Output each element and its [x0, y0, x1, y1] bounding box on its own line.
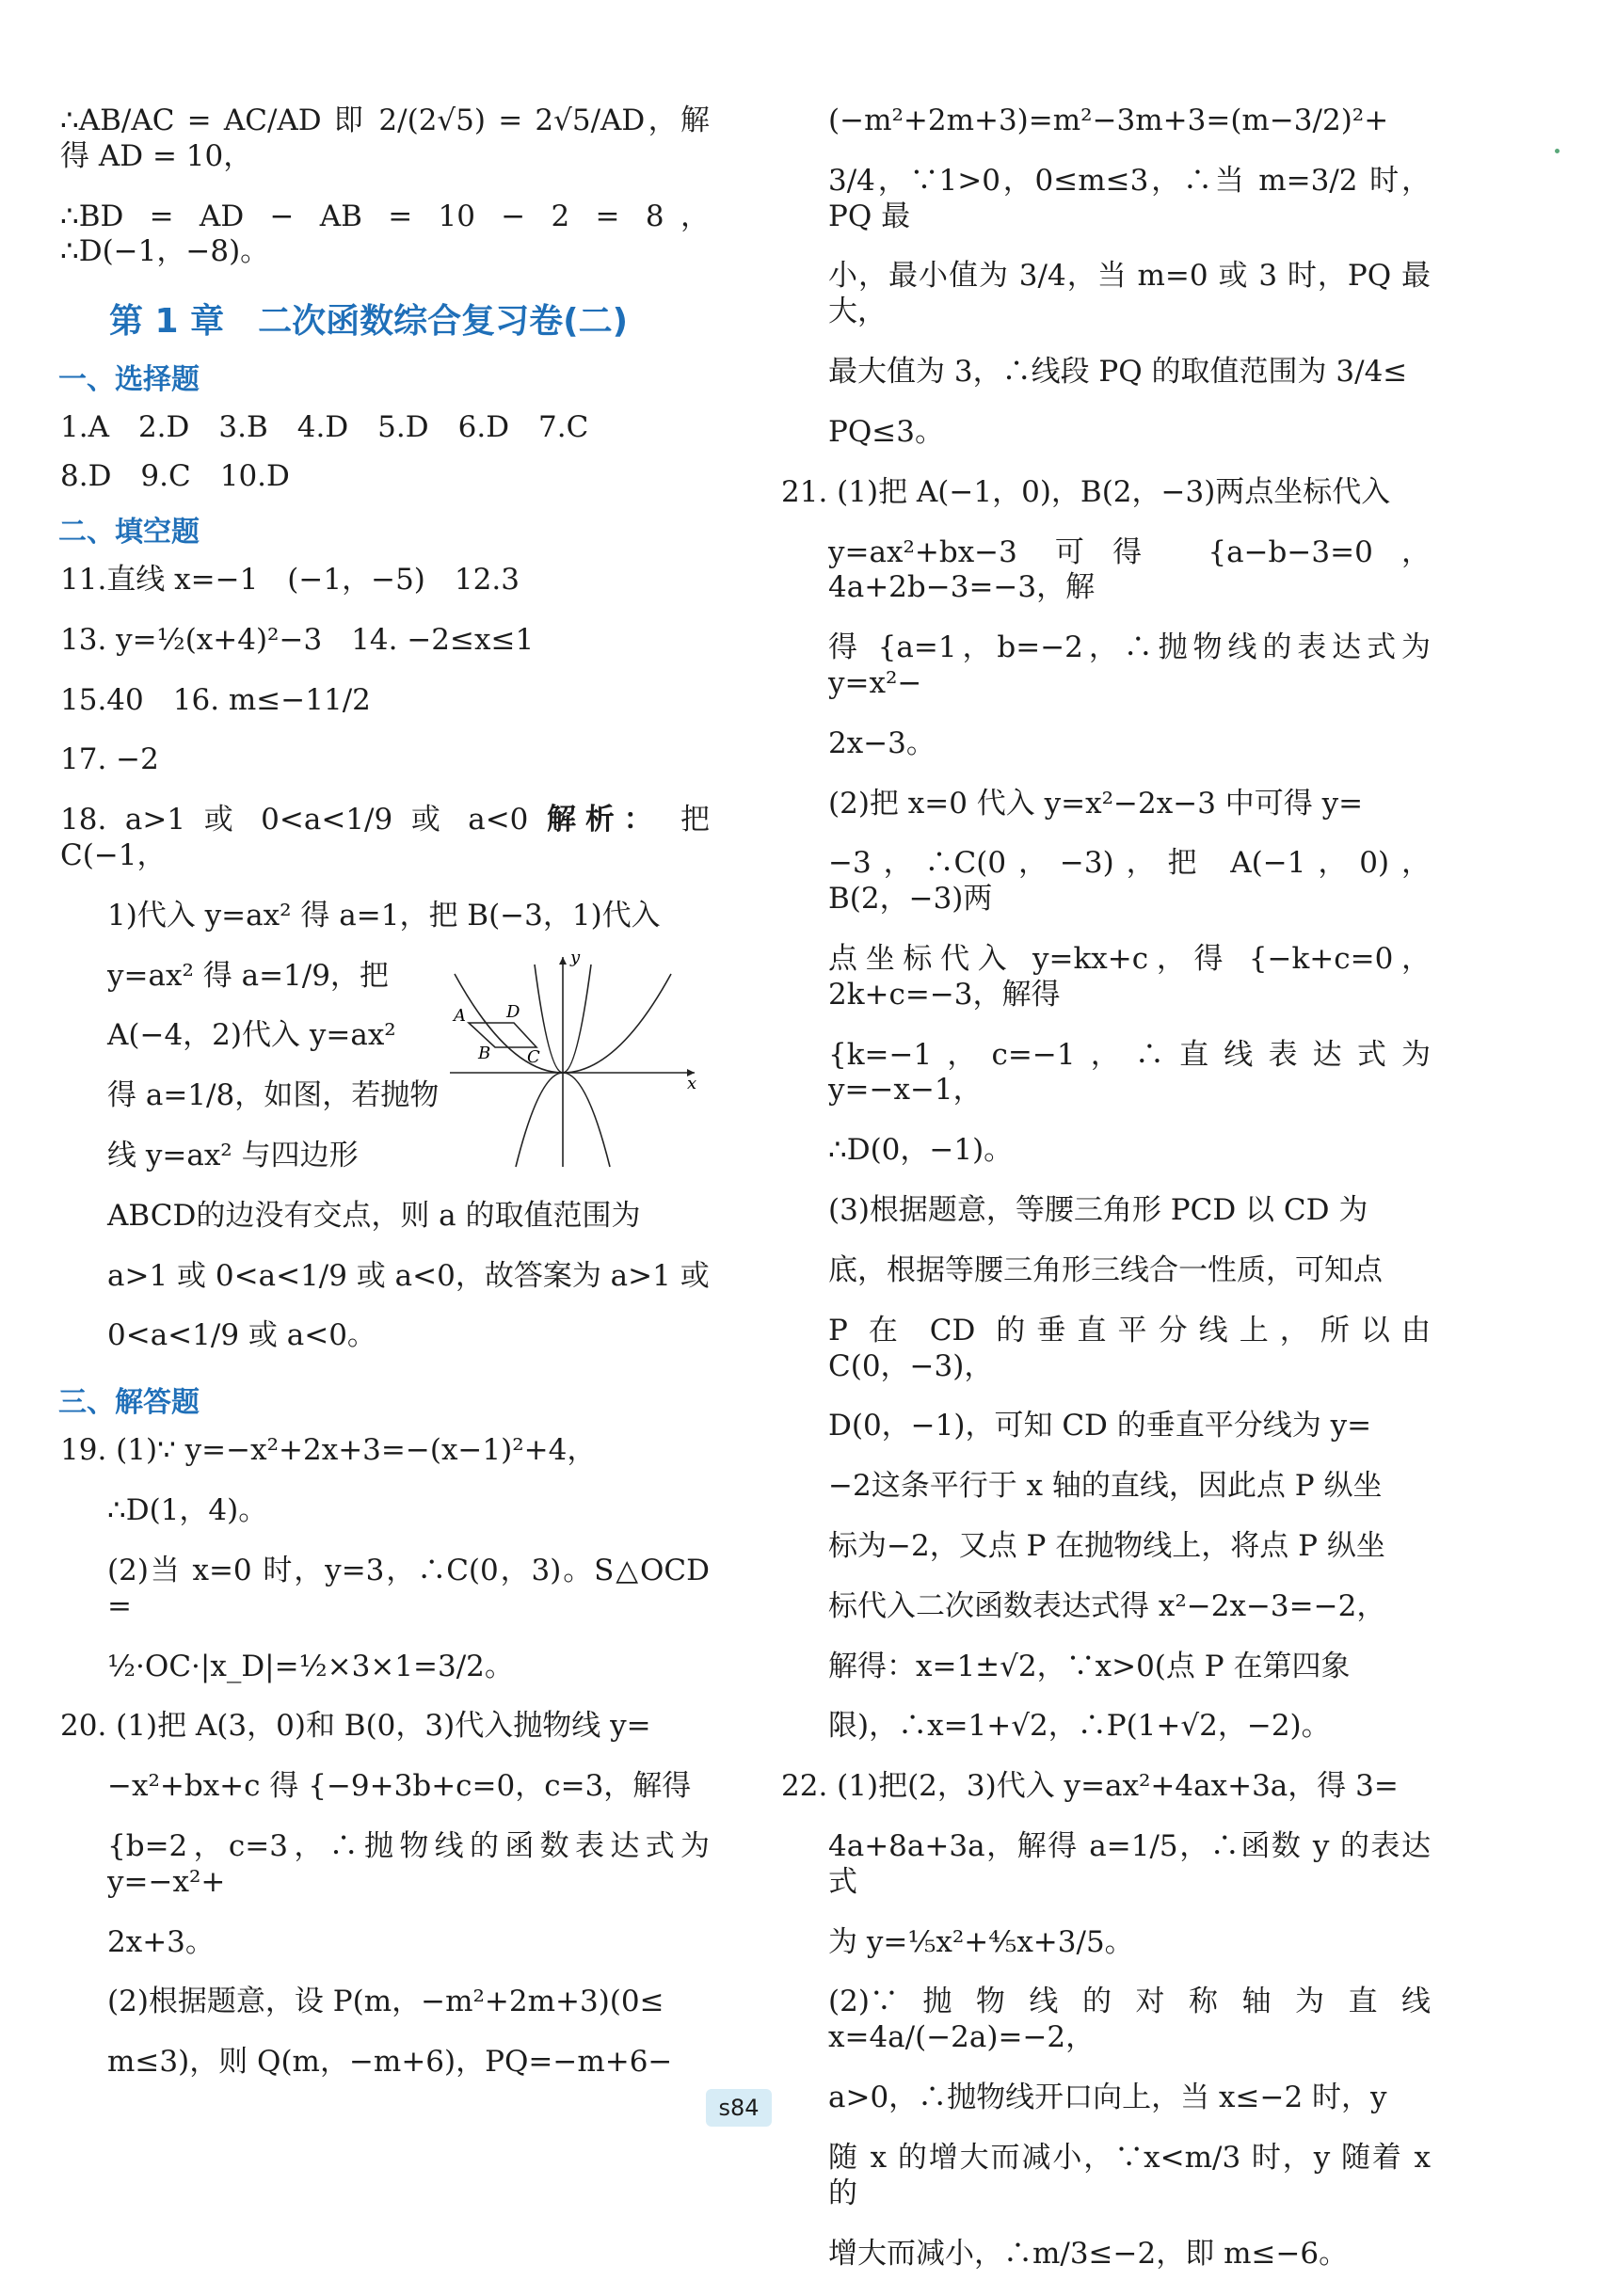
text-line: {k=−1，c=−1，∴直线表达式为 y=−x−1，: [828, 1037, 1431, 1108]
text-line: m≤3)，则 Q(m，−m+6)，PQ=−m+6−: [107, 2045, 673, 2080]
analysis-label: 解析：: [547, 803, 663, 837]
text-line: 限)，∴x=1+√2，∴P(1+√2，−2)。: [828, 1709, 1331, 1744]
margin-dot: [1555, 149, 1560, 153]
page-number: s84: [706, 2089, 772, 2127]
text-line: P 在 CD 的垂直平分线上，所以由 C(0，−3)，: [828, 1313, 1431, 1383]
point-d-label: D: [506, 1002, 520, 1022]
chapter-title: 第 1 章 二次函数综合复习卷(二): [109, 302, 629, 342]
text-line: PQ≤3。: [828, 414, 944, 449]
text-line: 3/4，∵1>0，0≤m≤3，∴当 m=3/2 时，PQ 最: [828, 163, 1431, 233]
text-line: 得 a=1/8，如图，若抛物: [107, 1078, 440, 1113]
text-line: {b=2，c=3，∴抛物线的函数表达式为 y=−x²+: [107, 1828, 710, 1899]
point-c-label: C: [527, 1047, 540, 1067]
text-line: (2)当 x=0 时，y=3，∴C(0，3)。S△OCD =: [107, 1553, 710, 1623]
text-line: 22. (1)把(2，3)代入 y=ax²+4ax+3a，得 3=: [781, 1769, 1399, 1804]
text-line: ABCD的边没有交点，则 a 的取值范围为: [107, 1198, 641, 1233]
text-line: y=ax² 得 a=1/9，把: [107, 958, 389, 993]
text-line: a>1 或 0<a<1/9 或 a<0，故答案为 a>1 或: [107, 1258, 710, 1293]
text-line: ∴BD = AD − AB = 10 − 2 = 8，∴D(−1，−8)。: [60, 199, 710, 269]
text-line: ∴D(1，4)。: [107, 1493, 268, 1528]
text-line: A(−4，2)代入 y=ax²: [107, 1018, 396, 1053]
text-line: −3，∴C(0，−3)，把 A(−1，0)，B(2，−3)两: [828, 846, 1431, 917]
text-line: 2x−3。: [828, 725, 936, 760]
text-line: y=ax²+bx−3 可得 {a−b−3=0，4a+2b−3=−3，解: [828, 534, 1431, 605]
text-line: 小，最小值为 3/4，当 m=0 或 3 时，PQ 最大，: [828, 259, 1431, 329]
section-heading-solve: 三、解答题: [58, 1386, 200, 1420]
text-line: 标代入二次函数表达式得 x²−2x−3=−2，: [828, 1588, 1386, 1623]
point-b-label: B: [478, 1044, 491, 1063]
text-line: 19. (1)∵ y=−x²+2x+3=−(x−1)²+4，: [60, 1433, 597, 1468]
text-line: 底，根据等腰三角形三线合一性质，可知点: [828, 1252, 1383, 1287]
section-heading-fill: 二、填空题: [58, 515, 200, 549]
answer-line: 1.A 2.D 3.B 4.D 5.D 6.D 7.C: [60, 410, 589, 445]
text-line: (3)根据题意，等腰三角形 PCD 以 CD 为: [828, 1193, 1368, 1228]
text-line: 增大而减小，∴m/3≤−2，即 m≤−6。: [828, 2236, 1349, 2271]
text-line: −x²+bx+c 得 {−9+3b+c=0，c=3，解得: [107, 1769, 692, 1804]
parabola-figure: [440, 946, 704, 1172]
text-line: 0<a<1/9 或 a<0。: [107, 1318, 376, 1353]
y-axis-arrow: [559, 957, 567, 965]
answer-line: 17. −2: [60, 742, 159, 777]
section-heading-choice: 一、选择题: [58, 363, 200, 397]
text-line: 随 x 的增大而减小，∵x<m/3 时，y 随着 x 的: [828, 2140, 1431, 2210]
text-line: 为 y=⅕x²+⅘x+3/5。: [828, 1924, 1134, 1959]
answer-18-head-tail: 把 C(−1，: [60, 803, 711, 872]
text-line: 线 y=ax² 与四边形: [107, 1139, 359, 1172]
point-a-label: A: [454, 1006, 466, 1026]
text-line: 4a+8a+3a，解得 a=1/5，∴函数 y 的表达式: [828, 1829, 1431, 1899]
text-line: (−m²+2m+3)=m²−3m+3=(m−3/2)²+: [828, 104, 1389, 137]
text-line: a>0，∴抛物线开口向上，当 x≤−2 时，y: [828, 2081, 1387, 2115]
text-line: 20. (1)把 A(3，0)和 B(0，3)代入抛物线 y=: [60, 1709, 651, 1744]
text-line: 2x+3。: [107, 1924, 215, 1959]
text-line: (2)把 x=0 代入 y=x²−2x−3 中可得 y=: [828, 786, 1364, 821]
text-line: 21. (1)把 A(−1，0)，B(2，−3)两点坐标代入: [781, 474, 1391, 509]
answer-line: 13. y=½(x+4)²−3 14. −2≤x≤1: [60, 622, 535, 657]
x-axis-label: x: [687, 1074, 697, 1093]
answer-line-18: [60, 803, 710, 874]
text-line: (2)根据题意，设 P(m，−m²+2m+3)(0≤: [107, 1985, 664, 2019]
text-line: 得 {a=1，b=−2，∴抛物线的表达式为 y=x²−: [828, 630, 1431, 700]
text-line: (2)∵抛物线的对称轴为直线 x=4a/(−2a)=−2，: [828, 1985, 1431, 2055]
text-line: D(0，−1)，可知 CD 的垂直平分线为 y=: [828, 1409, 1372, 1443]
text-line: 点坐标代入 y=kx+c，得 {−k+c=0，2k+c=−3，解得: [828, 942, 1431, 1012]
right-column: [781, 104, 1431, 2296]
answer-18-head: 18. a>1 或 0<a<1/9 或 a<0: [60, 803, 529, 837]
answer-line: 8.D 9.C 10.D: [60, 459, 290, 494]
answer-line: 11.直线 x=−1 (−1，−5) 12.3: [60, 562, 520, 597]
text-line: ½·OC·|x_D|=½×3×1=3/2。: [107, 1649, 514, 1683]
text-line: 最大值为 3，∴线段 PQ 的取值范围为 3/4≤: [828, 355, 1408, 390]
text-line: ∴D(0，−1)。: [828, 1133, 1014, 1168]
text-line: ∴AB/AC = AC/AD 即 2/(2√5) = 2√5/AD，解得 AD = 10，: [60, 104, 710, 173]
answer-line: 15.40 16. m≤−11/2: [60, 682, 371, 717]
text-line: 解得：x=1±√2，∵x>0(点 P 在第四象: [828, 1649, 1351, 1683]
text-line: 1)代入 y=ax² 得 a=1，把 B(−3，1)代入: [107, 898, 661, 933]
y-axis-label: y: [570, 948, 581, 967]
text-line: 标为−2，又点 P 在抛物线上，将点 P 纵坐: [828, 1528, 1385, 1563]
text-line: −2这条平行于 x 轴的直线，因此点 P 纵坐: [828, 1469, 1383, 1504]
